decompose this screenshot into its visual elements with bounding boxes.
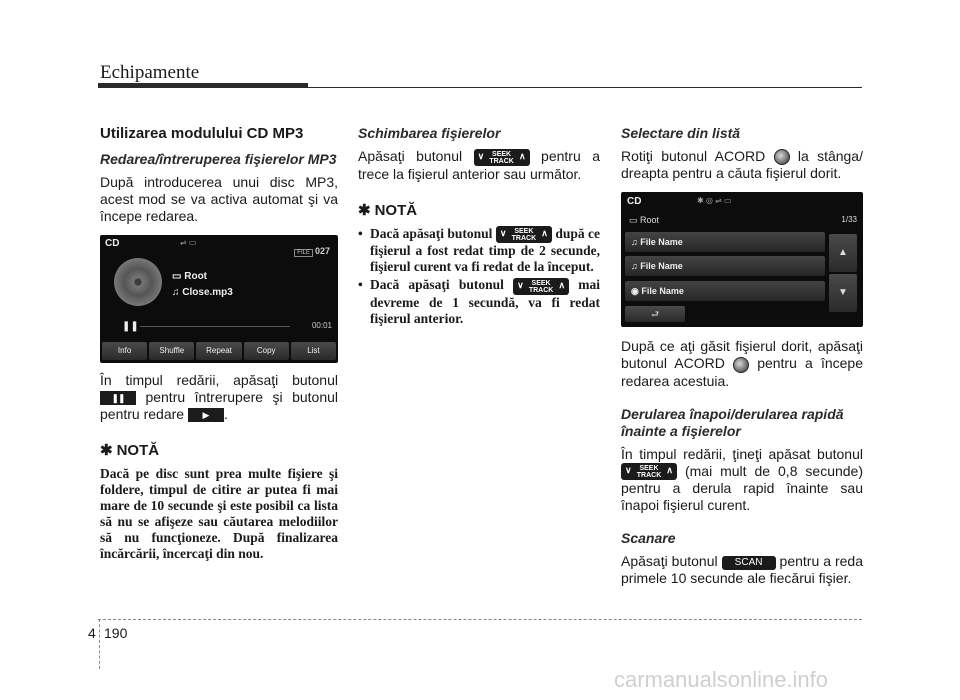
screen-mode-label: CD <box>105 238 120 249</box>
file-counter-label: FILE <box>294 249 313 257</box>
music-note-icon: ♫ <box>631 237 641 248</box>
paragraph-pause-play: În timpul redării, apăsaţi butonul ❚❚ pentru întrerupere şi butonul pentru redare ▶ . <box>100 372 339 422</box>
screen-button-repeat[interactable]: Repeat <box>196 342 241 360</box>
column-3 <box>621 125 863 597</box>
play-button-icon: ▶ <box>188 408 224 422</box>
play-time: 00:01 <box>311 321 332 330</box>
column-1 <box>100 125 338 562</box>
note-item-1: • Dacă apăsaţi butonul ∨ SEEK TRACK ∧ după ce fişierul a fost redat timp de 2 secunde, fişierul curent va fi redat de la început. <box>358 226 600 275</box>
note-cross-icon: ✱ <box>100 442 113 459</box>
list-item[interactable]: ◉ File Name <box>625 281 825 301</box>
disc-icon <box>114 258 162 306</box>
page-header-title: Echipamente <box>100 62 200 83</box>
scroll-up-button[interactable]: ▲ <box>829 234 857 272</box>
page-number: 190 <box>104 625 128 641</box>
file-row: ♫ Close.mp3 <box>172 287 233 298</box>
subsection-title-play-pause: Redarea/întreruperea fişierelor MP3 <box>100 151 337 167</box>
note-cross-icon: ✱ <box>358 201 371 219</box>
paragraph-rewind-ff: În timpul redării, ţineţi apăsat butonul ∨ SEEK TRACK ∧ (mai mult de 0,8 secunde) pentru a derula rapid înainte sau înapoi fişierul curent. <box>621 445 864 514</box>
progress-bar <box>140 326 290 327</box>
subsection-title-change-files: Schimbarea fişierelor <box>358 125 501 141</box>
screen-mode-label: CD <box>627 196 642 208</box>
screen-button-shuffle[interactable]: Shuffle <box>149 342 194 360</box>
play-circle-icon: ◉ <box>631 286 642 297</box>
seek-track-button-icon: ∨ SEEK TRACK ∧ <box>474 149 530 166</box>
section-title: Utilizarea modulului CD MP3 <box>100 125 304 142</box>
back-button[interactable]: ⮐ <box>625 306 685 322</box>
pause-icon: ❚❚ <box>122 321 139 332</box>
footer-divider <box>99 619 100 669</box>
note-title-2: ✱ NOTĂ <box>358 201 418 219</box>
file-list-screen <box>621 192 863 327</box>
scroll-down-button[interactable]: ▼ <box>829 274 857 312</box>
folder-icon: ▭ <box>172 271 185 282</box>
paragraph-intro: După introducerea unui disc MP3, acest mod se va activa automat şi va începe redarea. <box>100 174 338 224</box>
note-list <box>358 226 600 327</box>
note-item-2: • Dacă apăsaţi butonul ∨ SEEK TRACK ∧ mai devreme de 1 secundă, va fi redat fişierul anterior. <box>358 277 600 326</box>
folder-row: ▭ Root <box>172 271 208 282</box>
scan-button-icon: SCAN <box>722 556 776 570</box>
watermark: carmanualsonline.info <box>614 667 829 692</box>
folder-icon: ▭ <box>629 215 641 226</box>
pause-button-icon: ❚❚ <box>100 391 136 405</box>
screen-button-row <box>102 342 336 360</box>
list-item[interactable]: ♫ File Name <box>625 256 825 276</box>
paragraph-list-select: Rotiţi butonul ACORD la stânga/ dreapta pentru a căuta fişierul dorit. <box>621 148 863 182</box>
cd-mp3-screen <box>100 235 338 363</box>
tune-knob-icon <box>774 149 790 165</box>
subsection-title-scan: Scanare <box>621 530 676 547</box>
paragraph-confirm: După ce aţi găsit fişierul dorit, apăsaţi butonul ACORD pentru a începe redarea acestuia. <box>621 338 864 389</box>
chapter-number: 4 <box>88 625 96 641</box>
column-2 <box>358 125 600 329</box>
seek-track-button-icon: ∨ SEEK TRACK ∧ <box>513 278 569 295</box>
usb-icon: ⇌ ▭ <box>180 238 197 247</box>
header-rule <box>98 87 862 88</box>
page-counter: 1/33 <box>841 215 857 225</box>
music-note-icon: ♫ <box>631 261 641 272</box>
tune-knob-icon <box>733 357 749 373</box>
folder-row: ▭ Root <box>629 215 660 226</box>
file-counter: FILE 027 <box>294 246 330 256</box>
screen-button-info[interactable]: Info <box>102 342 147 360</box>
note-text: Dacă pe disc sunt prea multe fişiere şi foldere, timpul de citire ar putea fi mai mare de 10 secunde şi este posibil ca lista să nu se afişeze sau căutarea melodiilor să nu funcţioneze. După finalizarea încărcării, încercaţi din nou. <box>100 466 338 561</box>
screen-button-list[interactable]: List <box>291 342 336 360</box>
music-note-icon: ♫ <box>172 287 183 298</box>
paragraph-change-files: Apăsaţi butonul ∨ SEEK TRACK ∧ pentru a trece la fişierul anterior sau următor. <box>358 148 600 182</box>
seek-track-button-icon: ∨ SEEK TRACK ∧ <box>496 226 552 243</box>
note-title: ✱ NOTĂ <box>100 442 160 459</box>
subsection-title-list-select: Selectare din listă <box>621 125 741 141</box>
list-item[interactable]: ♫ File Name <box>625 232 825 252</box>
status-icons: ✱ ◎ ⇌ ▭ <box>697 196 732 206</box>
paragraph-scan: Apăsaţi butonul SCAN pentru a reda primele 10 secunde ale fiecărui fişier. <box>621 553 863 587</box>
subsection-title-rewind-ff: Derularea înapoi/derularea rapidă înainte a fişierelor <box>621 405 844 439</box>
screen-button-copy[interactable]: Copy <box>244 342 289 360</box>
footer-rule <box>98 619 862 620</box>
seek-track-button-icon: ∨ SEEK TRACK ∧ <box>621 463 677 480</box>
